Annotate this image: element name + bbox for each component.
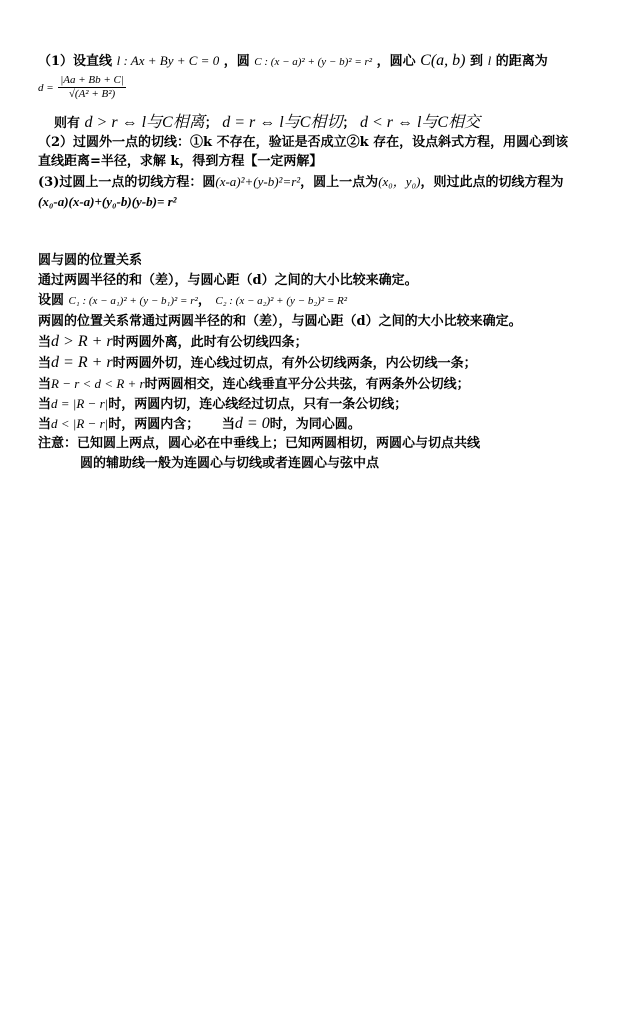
s4-intro: 通过两圆半径的和（差），与圆心距（d）之间的大小比较来确定。 — [38, 273, 418, 288]
s1-comma2: ，圆心 — [376, 54, 416, 69]
s4-case4-condition: d = |R − r| — [51, 396, 109, 411]
s1-relations — [54, 114, 480, 133]
s1-fraction — [58, 74, 126, 101]
s3-line2: (x₀-a)(x-a)+(y₀-b)(y-b)= r² — [38, 194, 177, 209]
s2-line2: 直线距离=半径，求解 k，得到方程【一定两解】 — [38, 154, 323, 169]
s4-case6-text: 时，为同心圆。 — [269, 417, 361, 432]
s4-case1-when: 当 — [38, 335, 52, 350]
s1-to-text: 到 — [470, 54, 484, 69]
s1-distance-formula — [38, 74, 126, 101]
s3-text-b: ，圆上一点为 — [300, 175, 379, 190]
s4-case5-text: 时，两圆内含； — [108, 417, 200, 432]
s4-case4-when: 当 — [38, 397, 52, 412]
s4-description: 两圆的位置关系常通过两圆半径的和（差），与圆心距（d）之间的大小比较来确定。 — [38, 314, 522, 329]
s3-circle-equation: (x-a)²+(y-b)²=r² — [215, 174, 301, 189]
s1-circle-equation: C : (x − a)² + (y − b)² = r² — [254, 56, 373, 68]
s1-center: C(a, b) — [420, 52, 466, 69]
s4-case2-condition: d = R + r — [51, 354, 113, 371]
s1-d-equals: d = — [38, 82, 54, 94]
s1-relation-intersect: d < r ⇔ l与C相交 — [359, 114, 481, 131]
s4-circle2: C₂ : (x − a₂)² + (y − b₂)² = R² — [215, 295, 348, 307]
s4-case3-text: 时两圆相交，连心线垂直平分公共弦，有两条外公切线； — [144, 377, 470, 392]
s4-note1: 注意：已知圆上两点，圆心必在中垂线上；已知两圆相切，两圆心与切点共线 — [38, 436, 481, 451]
s4-case2-when: 当 — [38, 356, 52, 371]
s4-case1-text: 时两圆外离，此时有公切线四条； — [112, 335, 308, 350]
s3-line1 — [38, 173, 563, 192]
s4-case3-when: 当 — [38, 377, 52, 392]
s4-circle1: C₁ : (x − a₁)² + (y − b₁)² = r² — [68, 295, 198, 307]
s3-tangent-equation — [38, 193, 177, 212]
s1-label: （1）设直线 — [38, 54, 113, 69]
s3-text-c: ，则过此点的切线方程为 — [420, 175, 564, 190]
s1-l: l — [487, 53, 492, 68]
s2-line1: （2）过圆外一点的切线：①k 不存在，验证是否成立②k 存在，设点斜式方程，用圆心到该 — [38, 135, 569, 150]
s1-sep1: ； — [204, 116, 218, 131]
s1-line1 — [38, 52, 548, 71]
s4-case3-condition: R − r < d < R + r — [51, 376, 145, 391]
s3-text-a: (3)过圆上一点的切线方程：圆 — [38, 175, 216, 190]
s1-relation-separate: d > r ⇔ l与C相离 — [84, 114, 205, 131]
s1-distance-text: 的距离为 — [495, 54, 548, 69]
s3-point: (x₀，y₀) — [378, 174, 421, 189]
s4-case-3 — [38, 375, 470, 394]
s4-case6-when: 当 — [221, 417, 235, 432]
s4-case-4 — [38, 395, 407, 414]
s1-line-equation: l : Ax + By + C = 0 — [116, 53, 220, 68]
s1-relation-tangent: d = r ⇔ l与C相切 — [222, 114, 343, 131]
s4-note2: 圆的辅助线一般为连圆心与切线或者连圆心与弦中点 — [80, 456, 380, 471]
s1-sep2: ； — [342, 116, 356, 131]
s4-case2-text: 时两圆外切，连心线过切点，有外公切线两条，内公切线一条； — [112, 356, 477, 371]
s4-case-5-6 — [38, 415, 361, 434]
s4-case1-condition: d > R + r — [51, 333, 113, 350]
s4-case-1 — [38, 333, 308, 352]
s1-denominator: √(A² + B²) — [68, 88, 116, 100]
s4-set-circles — [38, 292, 347, 310]
s4-case4-text: 时，两圆内切，连心线经过切点，只有一条公切线； — [108, 397, 408, 412]
s1-comma1: ，圆 — [223, 54, 250, 69]
s4-case5-condition: d < |R − r| — [51, 416, 109, 431]
s4-circle-sep: ， — [197, 293, 211, 308]
s4-set-text: 设圆 — [38, 293, 65, 308]
s1-relations-prefix: 则有 — [54, 116, 81, 131]
s4-case6-condition: d = 0 — [234, 415, 270, 432]
s1-numerator: |Aa + Bb + C| — [60, 74, 124, 86]
s4-heading: 圆与圆的位置关系 — [38, 253, 143, 268]
s4-case-2 — [38, 354, 477, 373]
s4-case5-when: 当 — [38, 417, 52, 432]
